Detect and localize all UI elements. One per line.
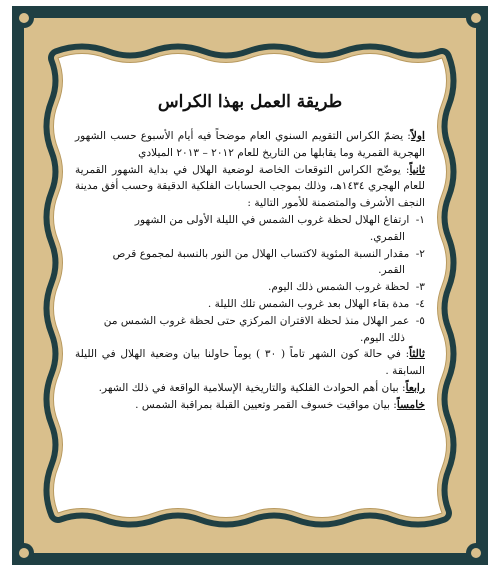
paragraph-fourth	[75, 380, 425, 397]
page-content	[71, 70, 429, 502]
list-item	[75, 313, 425, 347]
paragraph-fifth	[75, 397, 425, 414]
item-text-cont: ذلك اليوم.	[359, 331, 405, 344]
item-text: مقدار النسبة المئوية لاكتساب الهلال من النور بالنسبة لمجموع قرص	[112, 247, 410, 260]
label-fourth: رابعاً	[405, 381, 425, 394]
item-text-cont: القمر.	[378, 264, 405, 277]
item-number: ٤-	[415, 297, 425, 310]
paragraph-third-text: : في حالة كون الشهر تاماً ( ٣٠ ) يوماً حاولنا بيان وضعية الهلال في الليلة السابقة .	[75, 348, 425, 378]
paragraph-fourth-text: : بيان أهم الحوادث الفلكية والتاريخية الإسلامية الواقعة في ذلك الشهر.	[98, 381, 406, 394]
list-item	[75, 212, 425, 246]
label-first: اولاً	[410, 130, 425, 142]
label-fifth: خامساً	[396, 398, 425, 411]
corner-ornament-center	[19, 13, 29, 23]
item-text: لحظة غروب الشمس ذلك اليوم.	[268, 281, 410, 294]
item-text-cont: القمري.	[369, 230, 405, 243]
item-number: ٢-	[415, 247, 425, 260]
list-item	[75, 296, 425, 313]
paragraph-second	[75, 162, 425, 212]
corner-ornament-center	[471, 548, 481, 558]
paragraph-first-text: : يضمّ الكراس التقويم السنوي العام موضحاً فيه أيام الأسبوع حسب الشهور الهجرية القمرية وما يقابلها من التاريخ للعام ٢٠١٢ – ٢٠١٣ الميلادي	[75, 130, 425, 159]
paragraph-fifth-text: : بيان مواقيت خسوف القمر وتعيين القبلة بمراقبة الشمس .	[135, 398, 397, 411]
item-text: ارتفاع الهلال لحظة غروب الشمس في الليلة الأولى من الشهور	[134, 213, 410, 226]
paragraph-third	[75, 346, 425, 380]
item-text: مدة بقاء الهلال بعد غروب الشمس تلك الليلة .	[207, 297, 410, 310]
corner-ornament-center	[19, 548, 29, 558]
item-number: ٥-	[415, 314, 425, 327]
item-number: ٣-	[415, 281, 425, 294]
paragraph-second-text: : يوضّح الكراس التوقعات الخاصة لوضعية الهلال في بداية الشهور القمرية للعام الهجري ١٤٣٤هـ، وذلك بموجب الحسابات الفلكية الدقيقة وحسب أفق مدينة النجف الأشرف والمتضمنة للأمور التالية :	[75, 163, 425, 210]
item-number: ١-	[415, 213, 425, 226]
item-text: عمر الهلال منذ لحظة الاقتران المركزي حتى لحظة غروب الشمس من	[103, 314, 410, 327]
label-third: ثالثاً	[409, 348, 425, 361]
corner-ornament-center	[471, 13, 481, 23]
list-item	[75, 246, 425, 280]
paragraph-first	[75, 128, 425, 162]
body-text	[75, 128, 425, 414]
label-second: ثانياً	[409, 163, 425, 176]
list-item	[75, 279, 425, 296]
page-title: طريقة العمل بهذا الكراس	[157, 92, 343, 112]
